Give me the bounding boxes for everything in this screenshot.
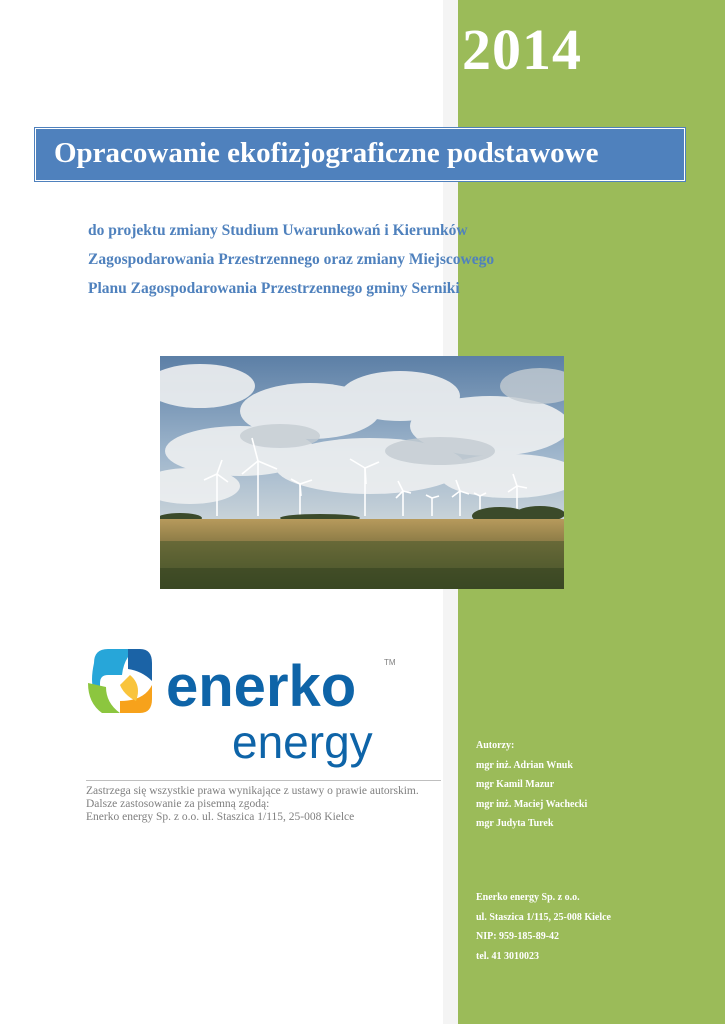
copyright-line: Enerko energy Sp. z o.o. ul. Staszica 1/115, 25-008 Kielce [86, 811, 355, 823]
copyright-line: Dalsze zastosowanie za pisemną zgodą: [86, 798, 270, 810]
copyright-line: Zastrzega się wszystkie prawa wynikające z ustawy o prawie autorskim. [86, 785, 419, 797]
author-name: mgr Kamil Mazur [476, 779, 555, 790]
subtitle-line: Zagospodarowania Przestrzennego oraz zmiany Miejscowego [88, 251, 495, 268]
copyright-notice [86, 780, 441, 824]
author-name: mgr Judyta Turek [476, 818, 554, 829]
company-info [476, 888, 716, 966]
author-name: mgr inż. Maciej Wachecki [476, 798, 588, 810]
company-line: ul. Staszica 1/115, 25-008 Kielce [476, 911, 611, 923]
enerko-logo [84, 645, 414, 775]
company-line: tel. 41 3010023 [476, 950, 540, 962]
year-label: 2014 [462, 17, 582, 82]
author-name: mgr inż. Adrian Wnuk [476, 759, 573, 771]
document-title: Opracowanie ekofizjograficzne podstawowe [54, 137, 599, 169]
authors-block [476, 736, 716, 834]
trademark-mark: TM [384, 658, 396, 667]
enerko-logo-icon [84, 645, 414, 775]
wind-farm-photo [160, 356, 564, 589]
logo-wordmark: enerko [166, 654, 357, 719]
subtitle-block [88, 216, 558, 303]
subtitle-line: do projektu zmiany Studium Uwarunkowań i Kierunków [88, 222, 468, 239]
subtitle-line: Planu Zagospodarowania Przestrzennego gminy Serniki [88, 280, 460, 297]
authors-heading: Autorzy: [476, 740, 515, 751]
company-line: Enerko energy Sp. z o.o. [476, 892, 580, 903]
company-line: NIP: 959-185-89-42 [476, 931, 560, 942]
wind-farm-illustration [160, 356, 564, 589]
logo-tagline: energy [232, 716, 373, 768]
title-banner [35, 128, 685, 181]
